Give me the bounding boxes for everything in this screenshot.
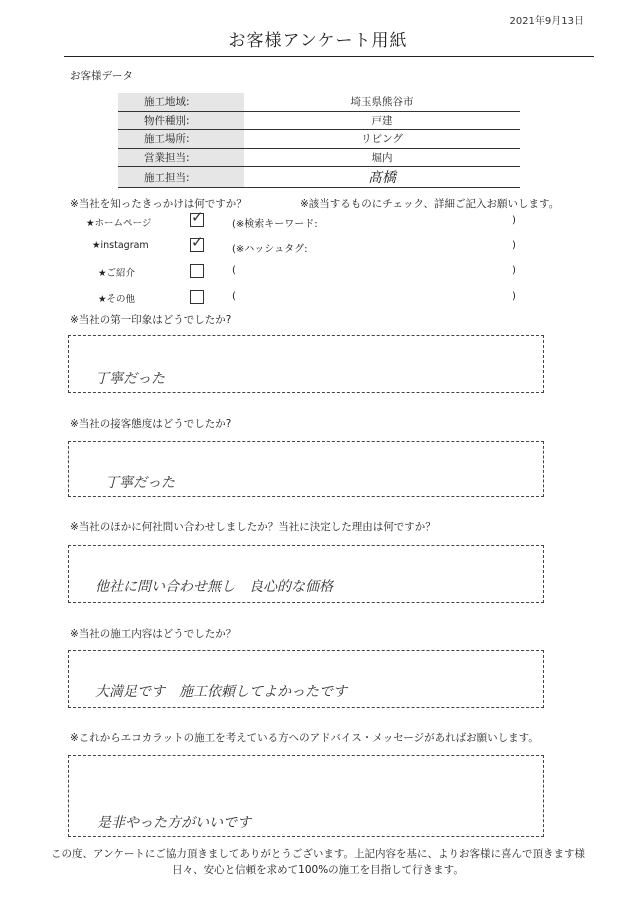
q1-instruction: ※該当するものにチェック、詳細ご記入お願いします。 <box>300 198 560 210</box>
q5-question: ※当社の施工内容はどうでしたか？ <box>70 628 237 640</box>
survey-date: 2021年9月13日 <box>509 16 584 27</box>
customer-data-table <box>118 93 520 188</box>
q3-question: ※当社の接客態度はどうでしたか? <box>70 418 232 430</box>
table-row <box>118 167 520 188</box>
q5-answer-box[interactable] <box>68 650 544 708</box>
row-value-installer: 髙橋 <box>244 167 520 188</box>
footer-line-2: 日々、安心と信頼を求めて100%の施工を目指して行きます。 <box>172 864 464 876</box>
page-title: お客様アンケート用紙 <box>228 31 408 51</box>
q1-question: ※当社を知ったきっかけは何ですか？ <box>70 198 247 210</box>
table-row <box>118 148 520 167</box>
detail-label-referral: ( <box>232 265 236 276</box>
checkbox-homepage[interactable] <box>190 208 204 227</box>
q2-answer-box[interactable] <box>68 335 544 393</box>
option-label-other: ★その他 <box>98 294 136 305</box>
q6-answer-box[interactable] <box>68 755 544 837</box>
row-label-sales: 営業担当: <box>118 148 244 167</box>
table-row <box>118 130 520 149</box>
checkbox-referral[interactable] <box>190 264 204 278</box>
row-label-area: 施工地域: <box>118 93 244 111</box>
row-value-place: リビング <box>244 130 520 149</box>
checkbox-instagram[interactable] <box>190 233 204 252</box>
option-label-referral: ★ご紹介 <box>98 268 136 279</box>
row-label-place: 施工場所: <box>118 130 244 149</box>
table-row <box>118 111 520 130</box>
close-paren: ) <box>512 265 516 276</box>
row-value-type: 戸建 <box>244 111 520 130</box>
close-paren: ) <box>512 240 516 251</box>
q4-question: ※当社のほかに何社問い合わせしましたか？当社に決定した理由は何ですか？ <box>70 521 436 533</box>
q4-answer: 他社に問い合わせ無し 良心的な価格 <box>95 579 333 595</box>
q2-answer: 丁寧だった <box>95 371 165 387</box>
close-paren: ) <box>512 215 516 226</box>
q6-question: ※これからエコカラットの施工を考えている方へのアドバイス・メッセージがあればお願いします。 <box>70 732 539 744</box>
title-divider <box>64 56 594 57</box>
detail-label-keyword: (※検索キーワード: <box>232 219 318 230</box>
q3-answer-box[interactable] <box>68 441 544 497</box>
row-value-sales: 堀内 <box>244 148 520 167</box>
check-mark-icon: ✓ <box>191 208 204 226</box>
q3-answer: 丁寧だった <box>105 475 175 491</box>
q6-answer: 是非やった方がいいです <box>97 815 251 831</box>
close-paren: ) <box>512 291 516 302</box>
q5-answer: 大満足です 施工依頼してよかったです <box>95 684 347 700</box>
detail-label-other: ( <box>232 291 236 302</box>
customer-data-heading: お客様データ <box>70 70 133 82</box>
table-row <box>118 93 520 111</box>
detail-label-hashtag: (※ハッシュタグ: <box>232 244 308 255</box>
row-label-type: 物件種別: <box>118 111 244 130</box>
checkbox-other[interactable] <box>190 290 204 304</box>
q4-answer-box[interactable] <box>68 545 544 603</box>
row-value-area: 埼玉県熊谷市 <box>244 93 520 111</box>
q2-question: ※当社の第一印象はどうでしたか? <box>70 314 232 326</box>
option-label-instagram: ★instagram <box>92 240 149 251</box>
option-label-homepage: ★ホームページ <box>86 218 152 229</box>
check-mark-icon: ✓ <box>191 233 204 251</box>
row-label-installer: 施工担当: <box>118 167 244 188</box>
footer-line-1: この度、アンケートにご協力頂きましてありがとうございます。上記内容を基に、よりお客様に喜んで頂きます様 <box>50 848 586 860</box>
